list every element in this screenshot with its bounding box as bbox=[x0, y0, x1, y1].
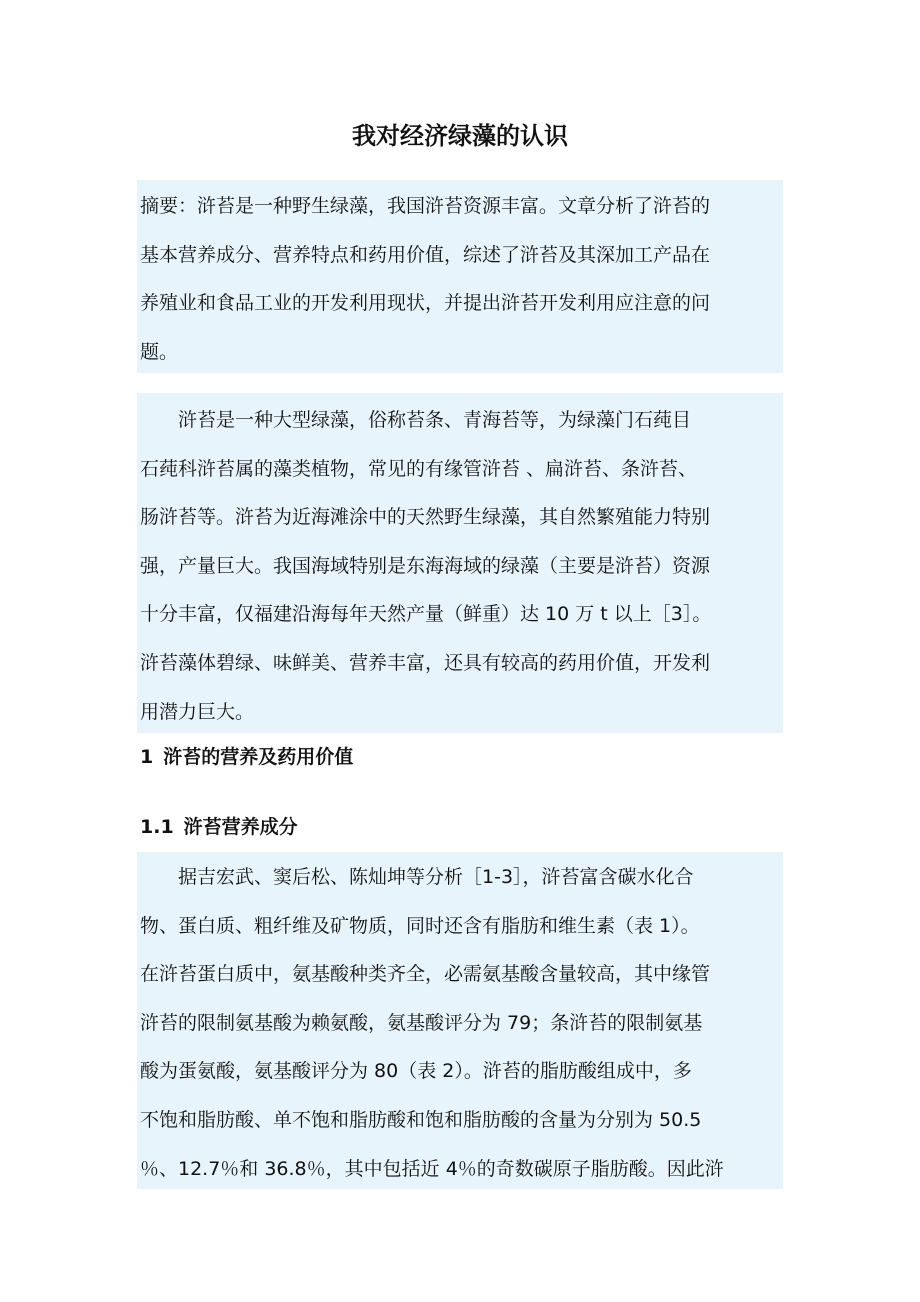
text-line: 肠浒苔等。浒苔为近海滩涂中的天然野生绿藻，其自然繁殖能力特别 bbox=[140, 506, 711, 529]
nutrition-paragraph bbox=[140, 853, 785, 1193]
text-line: 十分丰富，仅福建沿海每年天然产量（鲜重）达 10 万 t 以上［3］。 bbox=[140, 603, 712, 626]
abstract-paragraph bbox=[140, 182, 785, 376]
section-number: 1.1 bbox=[140, 816, 174, 838]
text-line: 酸为蛋氨酸，氨基酸评分为 80（表 2）。浒苔的脂肪酸组成中，多 bbox=[140, 1060, 692, 1083]
text-line: 在浒苔蛋白质中，氨基酸种类齐全，必需氨基酸含量较高，其中缘管 bbox=[140, 963, 711, 986]
text-line: 物、蛋白质、粗纤维及矿物质，同时还含有脂肪和维生素（表 1）。 bbox=[140, 914, 700, 937]
text-line: 不饱和脂肪酸、单不饱和脂肪酸和饱和脂肪酸的含量为分别为 50.5 bbox=[140, 1108, 702, 1131]
text-line: 摘要：浒苔是一种野生绿藻，我国浒苔资源丰富。文章分析了浒苔的 bbox=[140, 195, 711, 217]
section-number: 1 bbox=[140, 746, 154, 768]
text-line: 题。 bbox=[140, 340, 179, 363]
text-line: 养殖业和食品工业的开发利用现状，并提出浒苔开发利用应注意的问 bbox=[140, 292, 711, 315]
text-line: 用潜力巨大。 bbox=[140, 700, 255, 723]
text-line: 据吉宏武、窦后松、陈灿坤等分析［1-3］，浒苔富含碳水化合 bbox=[140, 866, 694, 888]
section-heading-1 bbox=[140, 742, 353, 772]
page-title: 我对经济绿藻的认识 bbox=[352, 121, 568, 150]
section-title: 浒苔营养成分 bbox=[183, 816, 298, 838]
intro-paragraph bbox=[140, 396, 785, 736]
text-line: 强，产量巨大。我国海域特别是东海海域的绿藻（主要是浒苔）资源 bbox=[140, 554, 711, 577]
text-line: 浒苔是一种大型绿藻，俗称苔条、青海苔等，为绿藻门石莼目 bbox=[140, 409, 692, 431]
text-line: 石莼科浒苔属的藻类植物，常见的有缘管浒苔 、扁浒苔、条浒苔、 bbox=[140, 457, 698, 480]
section-title: 浒苔的营养及药用价值 bbox=[163, 746, 354, 768]
text-line: 基本营养成分、营养特点和药用价值，综述了浒苔及其深加工产品在 bbox=[140, 243, 711, 266]
text-line: 浒苔藻体碧绿、味鲜美、营养丰富，还具有较高的药用价值，开发利 bbox=[140, 651, 711, 674]
text-line: 浒苔的限制氨基酸为赖氨酸，氨基酸评分为 79；条浒苔的限制氨基 bbox=[140, 1011, 703, 1034]
section-heading-1-1 bbox=[140, 812, 298, 842]
text-line: ％、12.7％和 36.8％，其中包括近 4％的奇数碳原子脂肪酸。因此浒 bbox=[140, 1157, 724, 1180]
